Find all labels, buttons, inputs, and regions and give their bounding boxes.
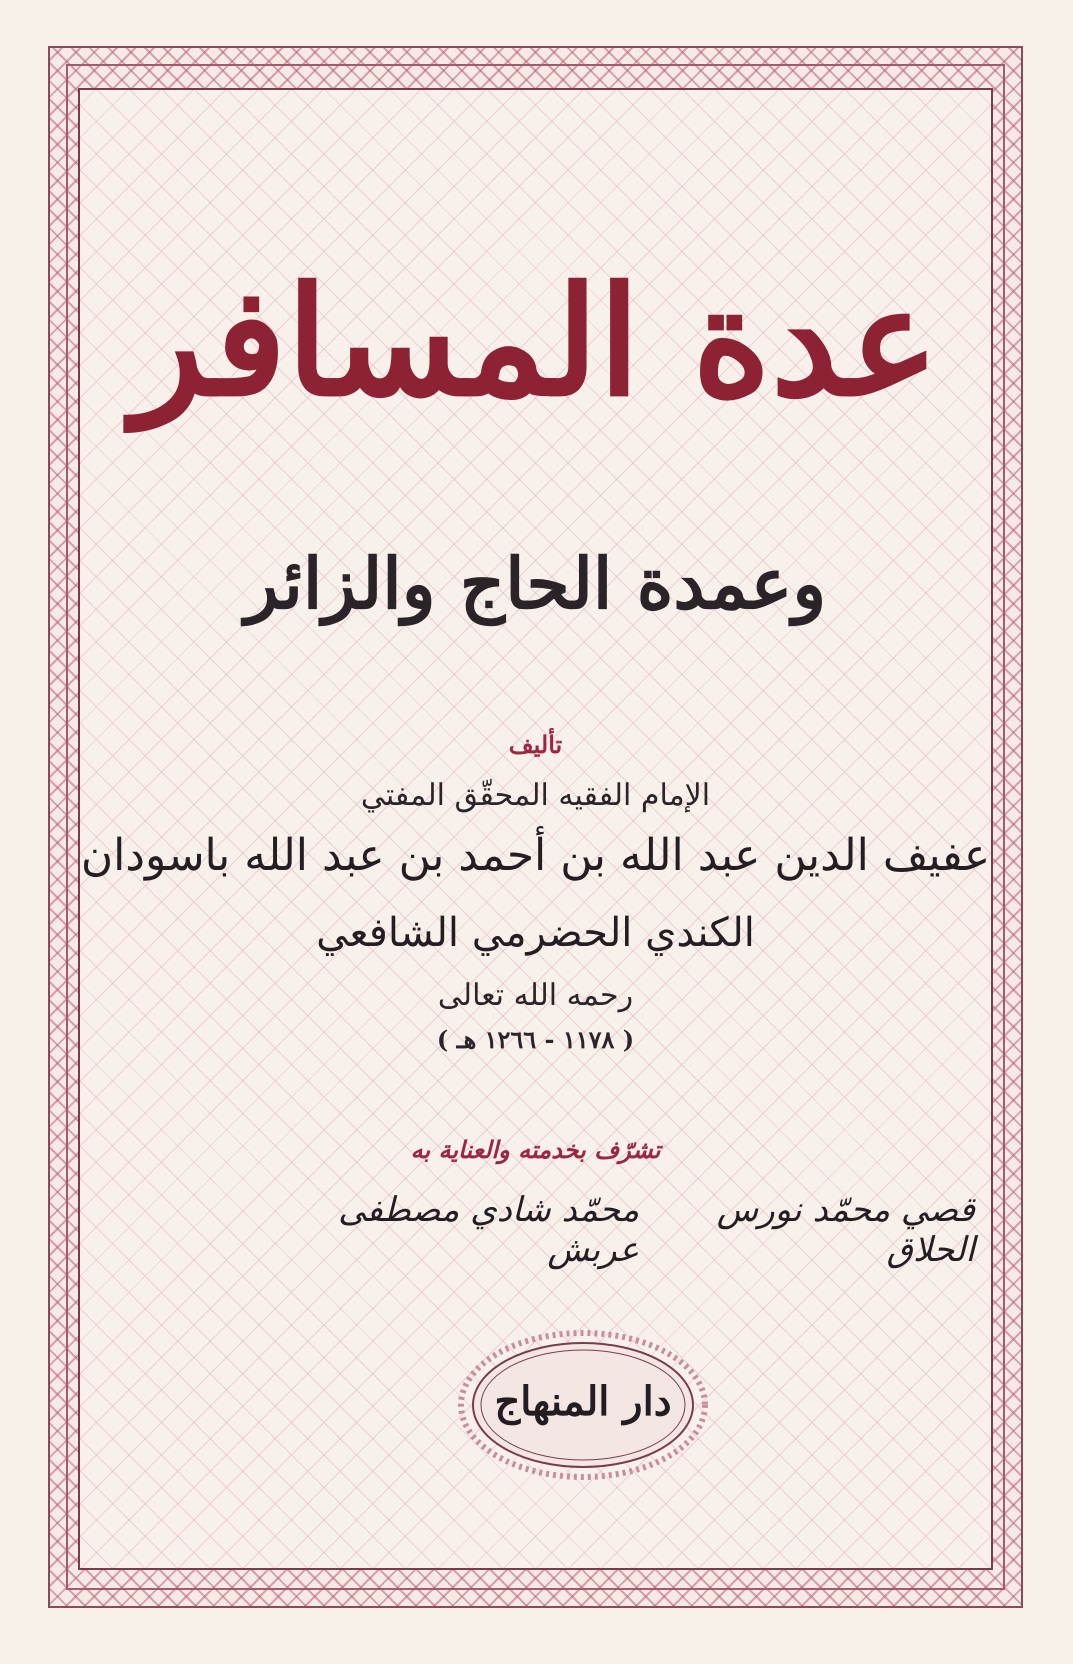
publisher-logo <box>458 1330 708 1480</box>
cover-panel <box>78 88 993 1570</box>
editors-list <box>260 1190 975 1270</box>
editor-name: محمّد شادي مصطفى عربش <box>338 1190 640 1270</box>
author-nisba: الكندي الحضرمي الشافعي <box>316 910 755 956</box>
editor-name: قصي محمّد نورس الحلاق <box>716 1190 975 1270</box>
editing-credit-label: تشرّف بخدمته والعناية به <box>410 1135 661 1164</box>
author-dates: ( ١١٧٨ - ١٢٦٦ هـ ) <box>436 1025 635 1054</box>
author-prayer: رحمه الله تعالى <box>437 978 634 1013</box>
author-epithet: الإمام الفقيه المحقّق المفتي <box>360 778 711 813</box>
authorship-label: تأليف <box>508 730 563 759</box>
book-title: عدة المسافر <box>131 254 940 430</box>
publisher-name: دار المنهاج <box>494 1378 672 1425</box>
author-name: عفيف الدين عبد الله بن أحمد بن عبد الله باسودان <box>80 830 991 881</box>
book-subtitle: وعمدة الحاج والزائر <box>244 542 827 625</box>
